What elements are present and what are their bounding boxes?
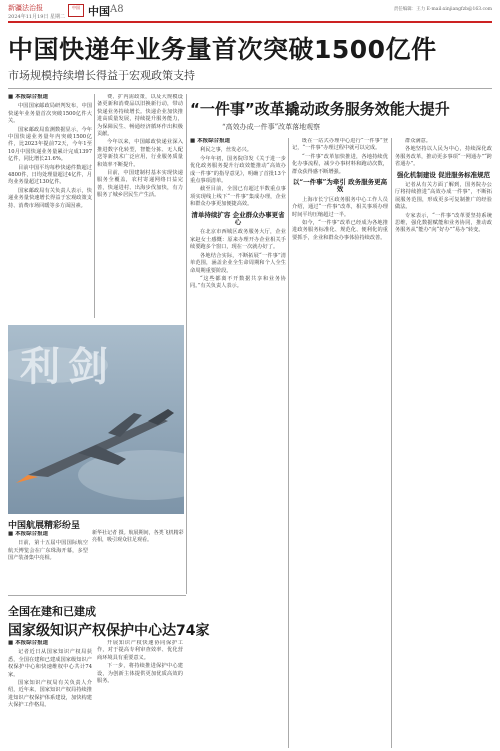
- feature-subtitle: 以“一件事”为牵引 政务服务更高效: [292, 178, 388, 194]
- divider: [94, 94, 95, 318]
- paragraph: 如今，“一件事”改革已经成为各地推进政务服务标准化、规范化、便利化的重要抓手，企业和群众办事体验持续改善。: [292, 220, 388, 241]
- paragraph: “这些都离不开数据共享和业务协同。”有关负责人表示。: [190, 275, 286, 290]
- page-number: A8: [110, 4, 124, 15]
- lower-article-col-2: [97, 640, 183, 748]
- photo-article: [8, 531, 88, 589]
- feature-col-1: [190, 138, 286, 748]
- section-label: ■ 本报综合报道: [8, 94, 92, 101]
- main-subhead: 市场规模持续增长得益于宏观政策支持: [8, 69, 195, 82]
- header-rule: [8, 21, 492, 23]
- section-badge: 中国: [68, 4, 84, 17]
- section-label: ■ 本报综合报道: [8, 531, 88, 538]
- paragraph: “一件事”改革加快推进，各地持续优化办事流程，减少办事材料和跑动次数，群众获得感不断增强。: [292, 153, 388, 175]
- photo-note: 新华社记者 摄。航展期间，各类飞机精彩亮相，吸引观众驻足观看。: [92, 530, 184, 543]
- article-col-1: [8, 94, 92, 318]
- paragraph: 专家表示，“一件事”改革要坚持系统思维，强化数据赋能和业务协同，推动政务服务从“能办”向“好办”“易办”转变。: [395, 212, 492, 234]
- airshow-photo: [8, 325, 184, 514]
- paragraph: 目前中国平均每秒快递件数超过4800件，日均处理量超过4亿件，月均业务量超过130亿件。: [8, 164, 92, 186]
- divider: [186, 94, 187, 594]
- divider: [8, 595, 186, 596]
- photo-overlay-text: 利剑: [20, 344, 116, 390]
- section-label: ■ 本报综合报道: [8, 640, 92, 647]
- paragraph: 既在一站式办理中心进行“一件事”登记，“一件事”办理过程中就可以完成。: [292, 138, 388, 152]
- paragraph: 在北京市西城区政务服务大厅，企业家赵女士感慨：原来办理开办企业相关手续要跑多个窗口，现在一次就办好了。: [190, 229, 286, 251]
- paragraph: 国家邮政局监测数据显示，今年中国快递业务量年内突破1500亿件，比2023年提前72天，今年1至10月中国快递业务量累计完成1397亿件，同比增长21.6%。: [8, 126, 92, 163]
- paragraph: 今年以来，中国邮政快递业深入推进数字化转型，智能分拣、无人配送等新技术广泛应用，行业服务质量和效率不断提升。: [97, 139, 183, 168]
- feature-col-2: [292, 138, 388, 748]
- section-name: 中国: [88, 5, 110, 18]
- divider: [391, 138, 392, 748]
- paragraph: 中国国家邮政局研判发布，中国快递年业务量首次突破1500亿件大关。: [8, 103, 92, 125]
- paragraph: 利民之事，丝发必兴。: [200, 147, 252, 154]
- lower-article-col-1: [8, 640, 92, 748]
- divider: [8, 88, 492, 89]
- lower-headline-1: 全国在建和已建成: [8, 605, 96, 618]
- paragraph: 记者近日从国家知识产权局获悉，全国在建和已建成国家级知识产权保护中心和快速维权中心共计74家。: [8, 649, 92, 678]
- feature-subtitle: 清单持续扩容 企业群众办事更省心: [191, 210, 285, 227]
- paragraph: 日前，第十五届中国国际航空航天博览会在广东珠海开幕，多型国产装备集中亮相。: [8, 540, 88, 562]
- paragraph: 国家邮政局有关负责人表示，快递业务量快速增长得益于宏观政策支持、消费市场回暖等多方面因素。: [8, 187, 92, 209]
- paragraph: 各地坚持以人民为中心，持续深化政务服务改革，推动更多事项“一网通办”“跨省通办”。: [395, 146, 492, 168]
- divider: [288, 138, 289, 748]
- lower-headline-2: 国家级知识产权保护中心达74家: [8, 623, 210, 639]
- issue-date: 2024年11月19日 星期二: [8, 14, 66, 20]
- paragraph: 国家知识产权局有关负责人介绍，近年来，国家知识产权局持续推进知识产权保护体系建设，加快构建大保护工作格局。: [8, 680, 92, 709]
- feature-col-3: [395, 138, 492, 748]
- paragraph: 各地结合实际，不断拓展“一件事”清单范围，涵盖企业全生命周期和个人全生命周期重要阶段。: [190, 252, 286, 274]
- feature-headline: “一件事”改革撬动政务服务效能大提升: [190, 100, 450, 118]
- paragraph: 费、扩内需政策，以及大规模设备更新和消费品以旧换新行动，带动快递业务持续增长。快递企业加快推进高质量发展，持续提升服务能力，为保障民生、畅通经济循环作出积极贡献。: [97, 94, 183, 138]
- photo-caption: 中国航展精彩纷呈: [8, 521, 81, 531]
- paragraph: 截至目前，全国已有超过半数重点事项实现线上线下“一件事”集成办理，企业和群众办事更加便捷高效。: [190, 186, 286, 208]
- paragraph: 目前，中国建制村基本实现快递服务全覆盖，农村寄递网络日益完善，快递进村、出海步伐加快，有力服务了城乡居民生产生活。: [97, 170, 183, 199]
- paragraph: 记者从有关方面了解到，国务院办公厅将持续推进“高效办成一件事”，不断拓展服务范围，形成更多可复制推广的经验做法。: [395, 182, 492, 211]
- feature-subtitle: 强化机制建设 促进服务标准规范: [396, 170, 491, 179]
- paragraph: 群众满意。: [405, 138, 431, 144]
- paper-name: 新疆法治报: [8, 4, 43, 12]
- editor-contact: 责任编辑：王力 E-mail:xinjiangfzb@163.com: [393, 7, 492, 12]
- paragraph: 开展知识产权快速协同保护工作，对于提高专利审查效率、优化营商环境具有重要意义。: [97, 640, 183, 661]
- paragraph: 今年年初，国务院印发《关于进一步优化政务服务提升行政效能推动“高效办成一件事”的指导意见》，明确了首批13个重点事项清单。: [190, 155, 286, 185]
- main-headline: 中国快递年业务量首次突破1500亿件: [8, 35, 437, 64]
- paragraph: 下一步，将持续推进保护中心建设，为创新主体提供更加优质高效的服务。: [97, 663, 183, 685]
- paragraph: 上海市长宁区政务服务中心工作人员介绍，通过“一件事”改革，相关事项办理时间平均压缩超过一半。: [292, 196, 388, 218]
- section-label: ■ 本报综合报道: [190, 138, 286, 145]
- article-col-2: [97, 94, 183, 318]
- feature-subhead: “高效办成一件事”改革落地观察: [222, 123, 321, 131]
